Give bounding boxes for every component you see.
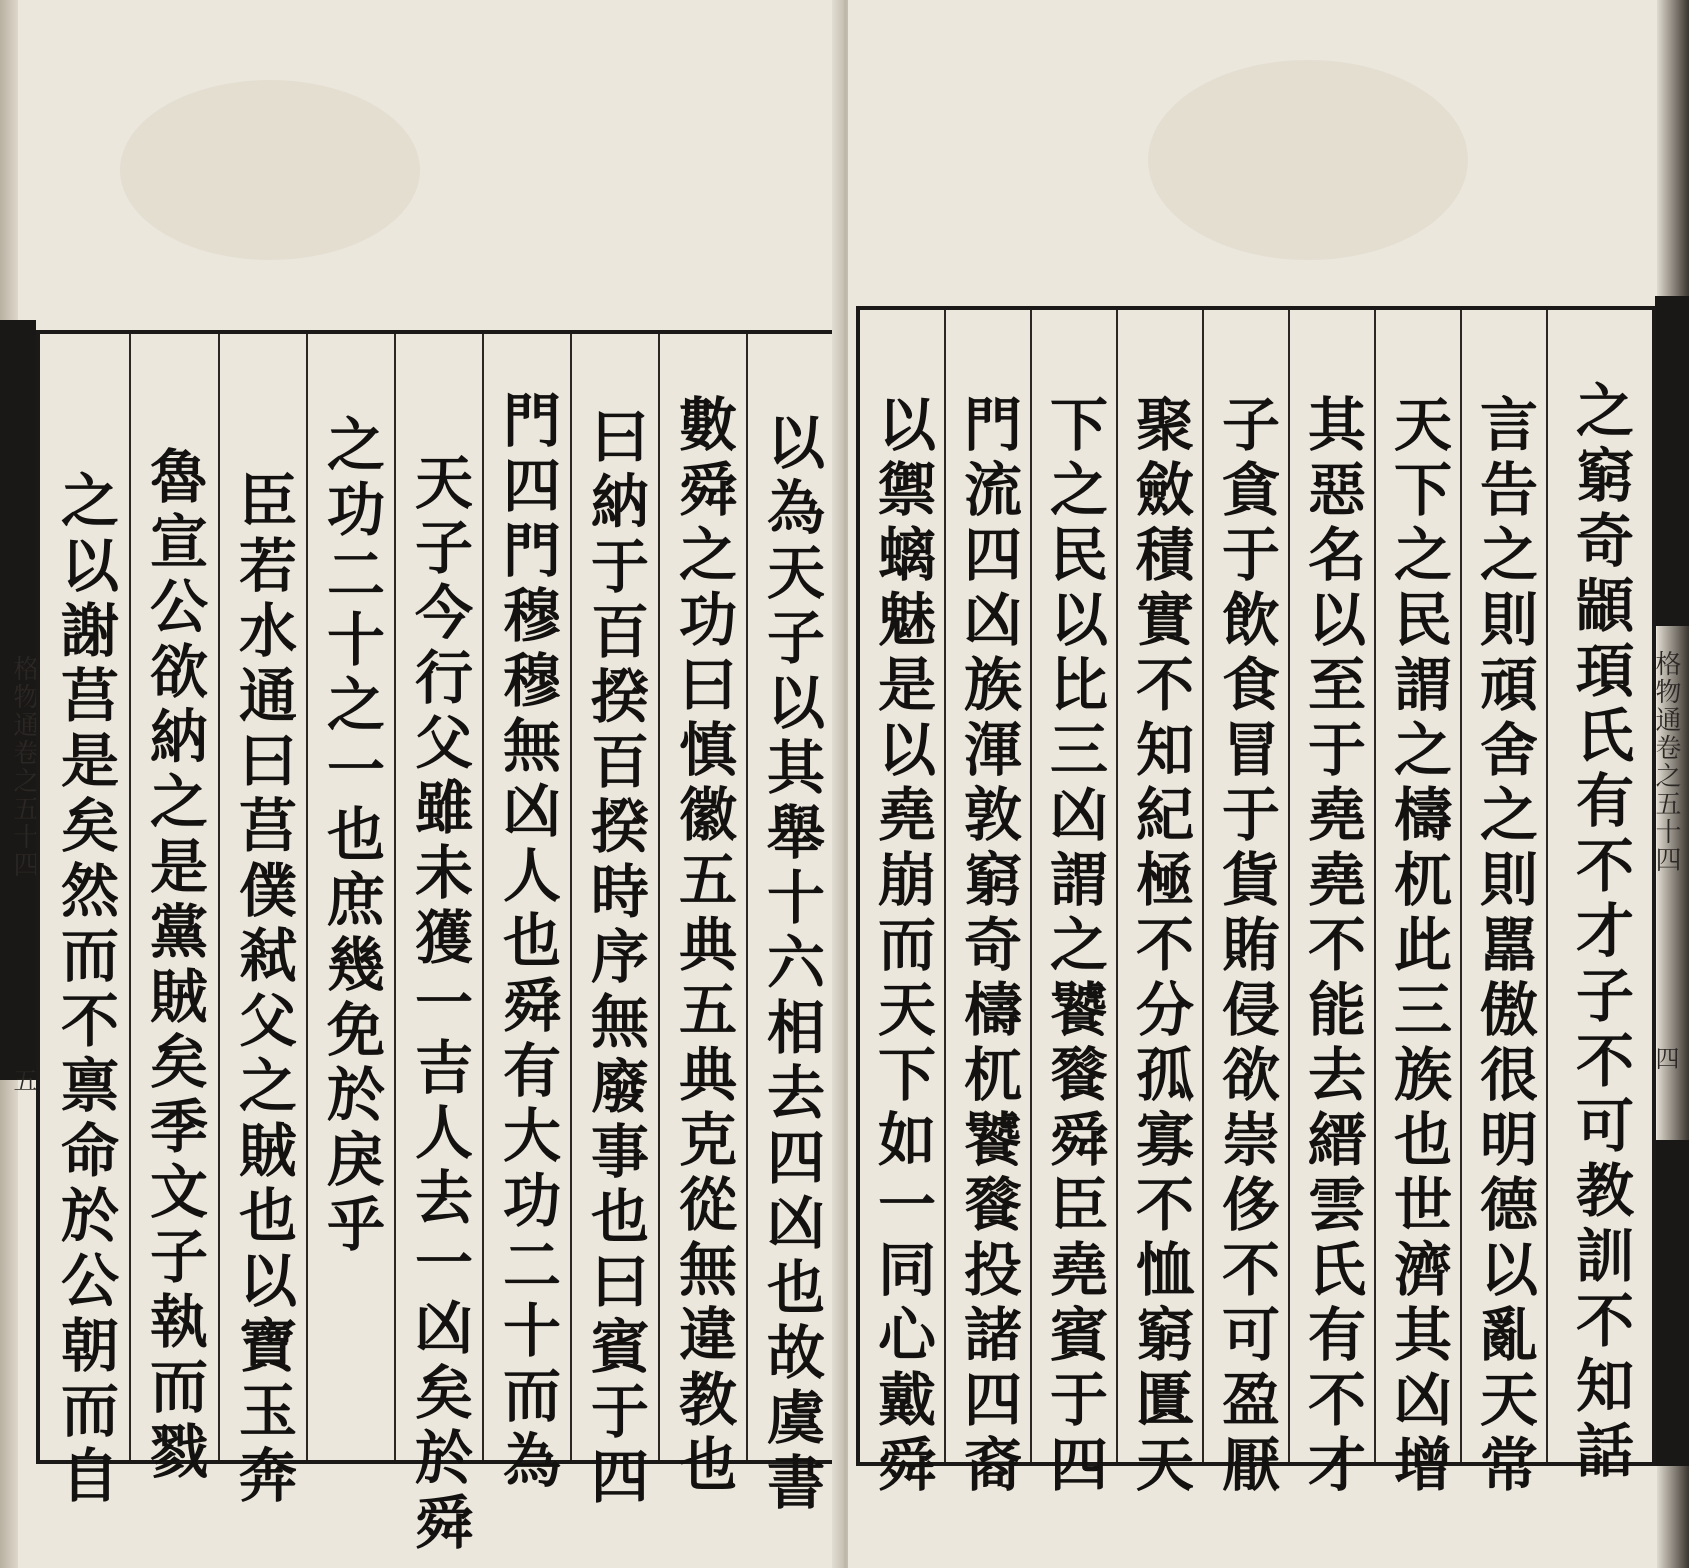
column-text: 之功二十之一也庶幾免於戾乎: [317, 414, 385, 1259]
column-text: 魯宣公欲納之是黨賊矣季文子執而戮: [140, 446, 208, 1486]
column-text: 曰納于百揆百揆時序無廢事也曰賓于四: [581, 406, 649, 1511]
column-text: 之窮奇顓頊氏有不才子不可教訓不知話: [1566, 380, 1634, 1485]
text-column: [572, 334, 658, 1511]
text-column: [220, 334, 306, 1510]
text-column: [308, 334, 394, 1460]
right-margin-band-bottom: [1655, 1140, 1689, 1466]
text-column: [1290, 310, 1374, 1499]
text-column: [396, 334, 482, 1557]
text-column: [42, 334, 128, 1510]
column-text: 以禦螭魅是以堯崩而天下如一同心戴舜: [868, 394, 936, 1499]
text-column: [1548, 310, 1652, 1485]
text-column: [131, 334, 217, 1486]
column-text: 聚斂積實不知紀極不分孤寡不恤窮匱天: [1126, 394, 1194, 1499]
column-text: 天下之民謂之檮杌此三族也世濟其凶增: [1384, 394, 1452, 1499]
text-column: [1032, 310, 1116, 1499]
right-margin-title: 格物通卷之五十四: [1651, 650, 1681, 874]
column-text: 之以謝莒是矣然而不禀命於公朝而自: [51, 470, 119, 1510]
paper-stain: [120, 80, 420, 260]
column-text: 其惡名以至于堯堯不能去縉雲氏有不才: [1298, 394, 1366, 1499]
text-column: [946, 310, 1030, 1499]
text-column: [660, 334, 746, 1499]
text-column: [748, 334, 834, 1517]
text-column: [860, 310, 944, 1499]
text-column: [1376, 310, 1460, 1499]
left-folio: 五: [9, 1068, 37, 1094]
column-text: 臣若水通曰莒僕弒父之賊也以寶玉奔: [229, 470, 297, 1510]
text-column: [1462, 310, 1546, 1499]
column-text: 下之民以比三凶謂之饕餮舜臣堯賓于四: [1040, 394, 1108, 1499]
column-text: 門四門穆穆無凶人也舜有大功二十而為: [493, 390, 561, 1495]
right-folio: 四: [1651, 1046, 1679, 1072]
column-text: 以為天子以其舉十六相去四凶也故虞書: [757, 412, 825, 1517]
left-page: [0, 0, 842, 1568]
column-text: 子貪于飲食冒于貨賄侵欲崇侈不可盈厭: [1212, 394, 1280, 1499]
right-margin-band-top: [1655, 296, 1689, 626]
left-text-frame: [36, 330, 838, 1557]
column-text: 天子今行父雖未獲一吉人去一凶矣於舜: [405, 452, 473, 1557]
text-column: [1118, 310, 1202, 1499]
paper-stain: [1148, 60, 1468, 260]
column-text: 數舜之功曰慎徽五典五典克從無違教也: [669, 394, 737, 1499]
right-text-frame: [856, 306, 1656, 1499]
text-column: [1204, 310, 1288, 1499]
left-margin-title: 格物通卷之五十四: [9, 655, 39, 879]
column-text: 言告之則頑舍之則嚚傲很明德以亂天常: [1470, 394, 1538, 1499]
column-text: 門流四凶族渾敦窮奇檮杌饕餮投諸四裔: [954, 394, 1022, 1499]
text-column: [484, 334, 570, 1495]
